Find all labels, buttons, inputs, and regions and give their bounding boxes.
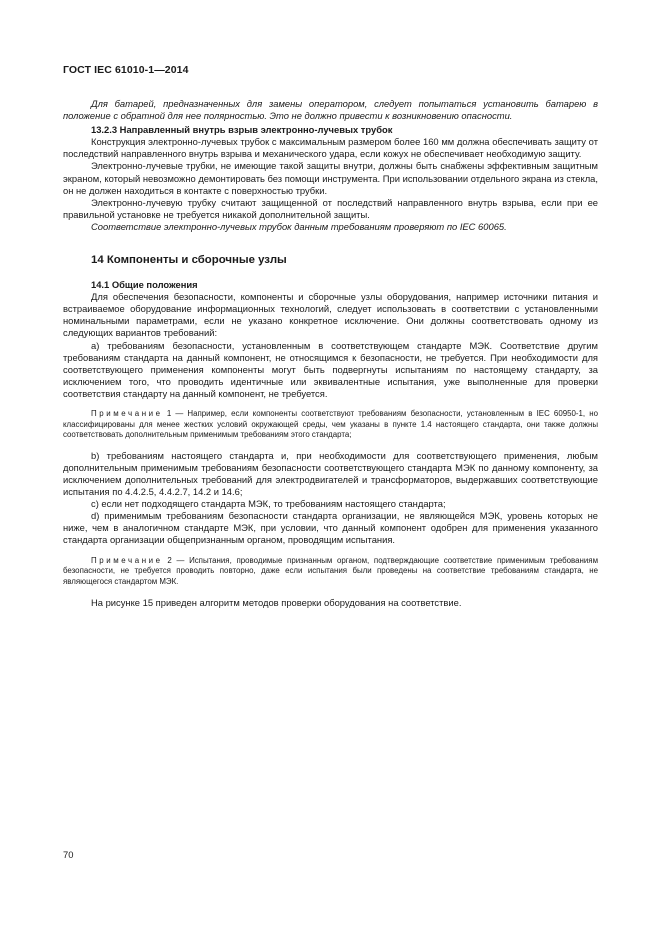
note-1-text: 1 — Например, если компоненты соответствуют требованиям безопасности, установленным в IEC 60950-1, но классифицированы для менее жестких условий окружающей среды, чем указаны в пункте 1.4 настоящего стандарта, они также должны соответствовать дополнительным применимым требованиям этого стандарта; — [63, 408, 598, 440]
note-2-label: Примечание — [91, 555, 163, 565]
list-item-b: b) требованиям настоящего стандарта и, при необходимости для соответствующего применения, любым дополнительным применимым требованиям безопасности соответствующего стандарта МЭК по данному компоненту, за исключением дополнительных требований для электродвигателей и трансформаторов, выдержавших соответствующие испытания по 4.4.2.5, 4.4.2.7, 14.2 и 14.6; — [63, 449, 598, 498]
page-number: 70 — [63, 849, 74, 860]
subsection-13-2-3-heading: 13.2.3 Направленный внутрь взрыв электронно-лучевых трубок — [91, 124, 393, 136]
crt-conformity-paragraph: Соответствие электронно-лучевых трубок данным требованиям проверяют по IEC 60065. — [91, 220, 507, 232]
list-item-a: а) требованиям безопасности, установленным в соответствующем стандарте МЭК. Соответствие другим требованиям стандарта на данный компонент, не относящимся к безопасности, не требуется. При необходимости для соответствующего применения компоненты могут быть подвергнуты испытаниям по настоящему стандарту, за исключением того, что проводить идентичные или эквивалентные испытания, уже выполненные для проверки соответствия стандарту на данный компонент, не требуется. — [63, 339, 598, 399]
note-2-text: 2 — Испытания, проводимые признанным органом, подтверждающие соответствие применимым требованиям безопасности, не требуется проводить повторно, даже если испытания были проведены на соответствие требованиям стандарта, не являющегося стандартом МЭК. — [63, 555, 598, 586]
list-item-c: c) если нет подходящего стандарта МЭК, то требованиям настоящего стандарта; — [91, 498, 446, 510]
crt-screen-paragraph: Электронно-лучевые трубки, не имеющие такой защиты внутри, должны быть снабжены эффективным защитным экраном, который невозможно демонтировать без помощи инструмента. При использовании отдельного экрана из стекла, он не должен находиться в контакте с поверхностью трубки. — [63, 160, 598, 196]
document-header: ГОСТ IEC 61010-1—2014 — [63, 64, 189, 76]
figure-15-reference: На рисунке 15 приведен алгоритм методов проверки оборудования на соответствие. — [91, 597, 462, 609]
note-1 — [63, 409, 598, 441]
note-2 — [63, 556, 598, 588]
subsection-14-1-heading: 14.1 Общие положения — [91, 279, 198, 291]
section-14-heading: 14 Компоненты и сборочные узлы — [91, 254, 287, 267]
crt-construction-paragraph: Конструкция электронно-лучевых трубок с максимальным размером более 160 мм должна обеспечивать защиту от последствий направленного внутрь взрыва и механического удара, если кожух не обеспечивает необходимую защиту. — [63, 136, 598, 160]
page-body — [63, 98, 598, 609]
battery-polarity-paragraph: Для батарей, предназначенных для замены оператором, следует попытаться установить батарею в положение с обратной для нее полярностью. Это не должно привести к возникновению опасности. — [63, 98, 598, 122]
list-item-d: d) применимым требованиям безопасности стандарта организации, не являющейся МЭК, уровень которых не ниже, чем в аналогичном стандарте МЭК, при условии, что данный компонент одобрен для применения указанного стандарта организации общепризнанным органом, проводящим испытания. — [63, 510, 598, 546]
note-1-label: Примечание — [91, 408, 163, 418]
components-intro-paragraph: Для обеспечения безопасности, компоненты и сборочные узлы оборудования, например источники питания и встраиваемое оборудование информационных технологий, следует использовать в соответствии с установленными номинальными параметрами, если не указано конкретное исключение. Они должны соответствовать одному из следующих вариантов требований: — [63, 291, 598, 339]
crt-protected-paragraph: Электронно-лучевую трубку считают защищенной от последствий направленного внутрь взрыва, если при ее правильной установке не требуется никакой дополнительной защиты. — [63, 196, 598, 220]
